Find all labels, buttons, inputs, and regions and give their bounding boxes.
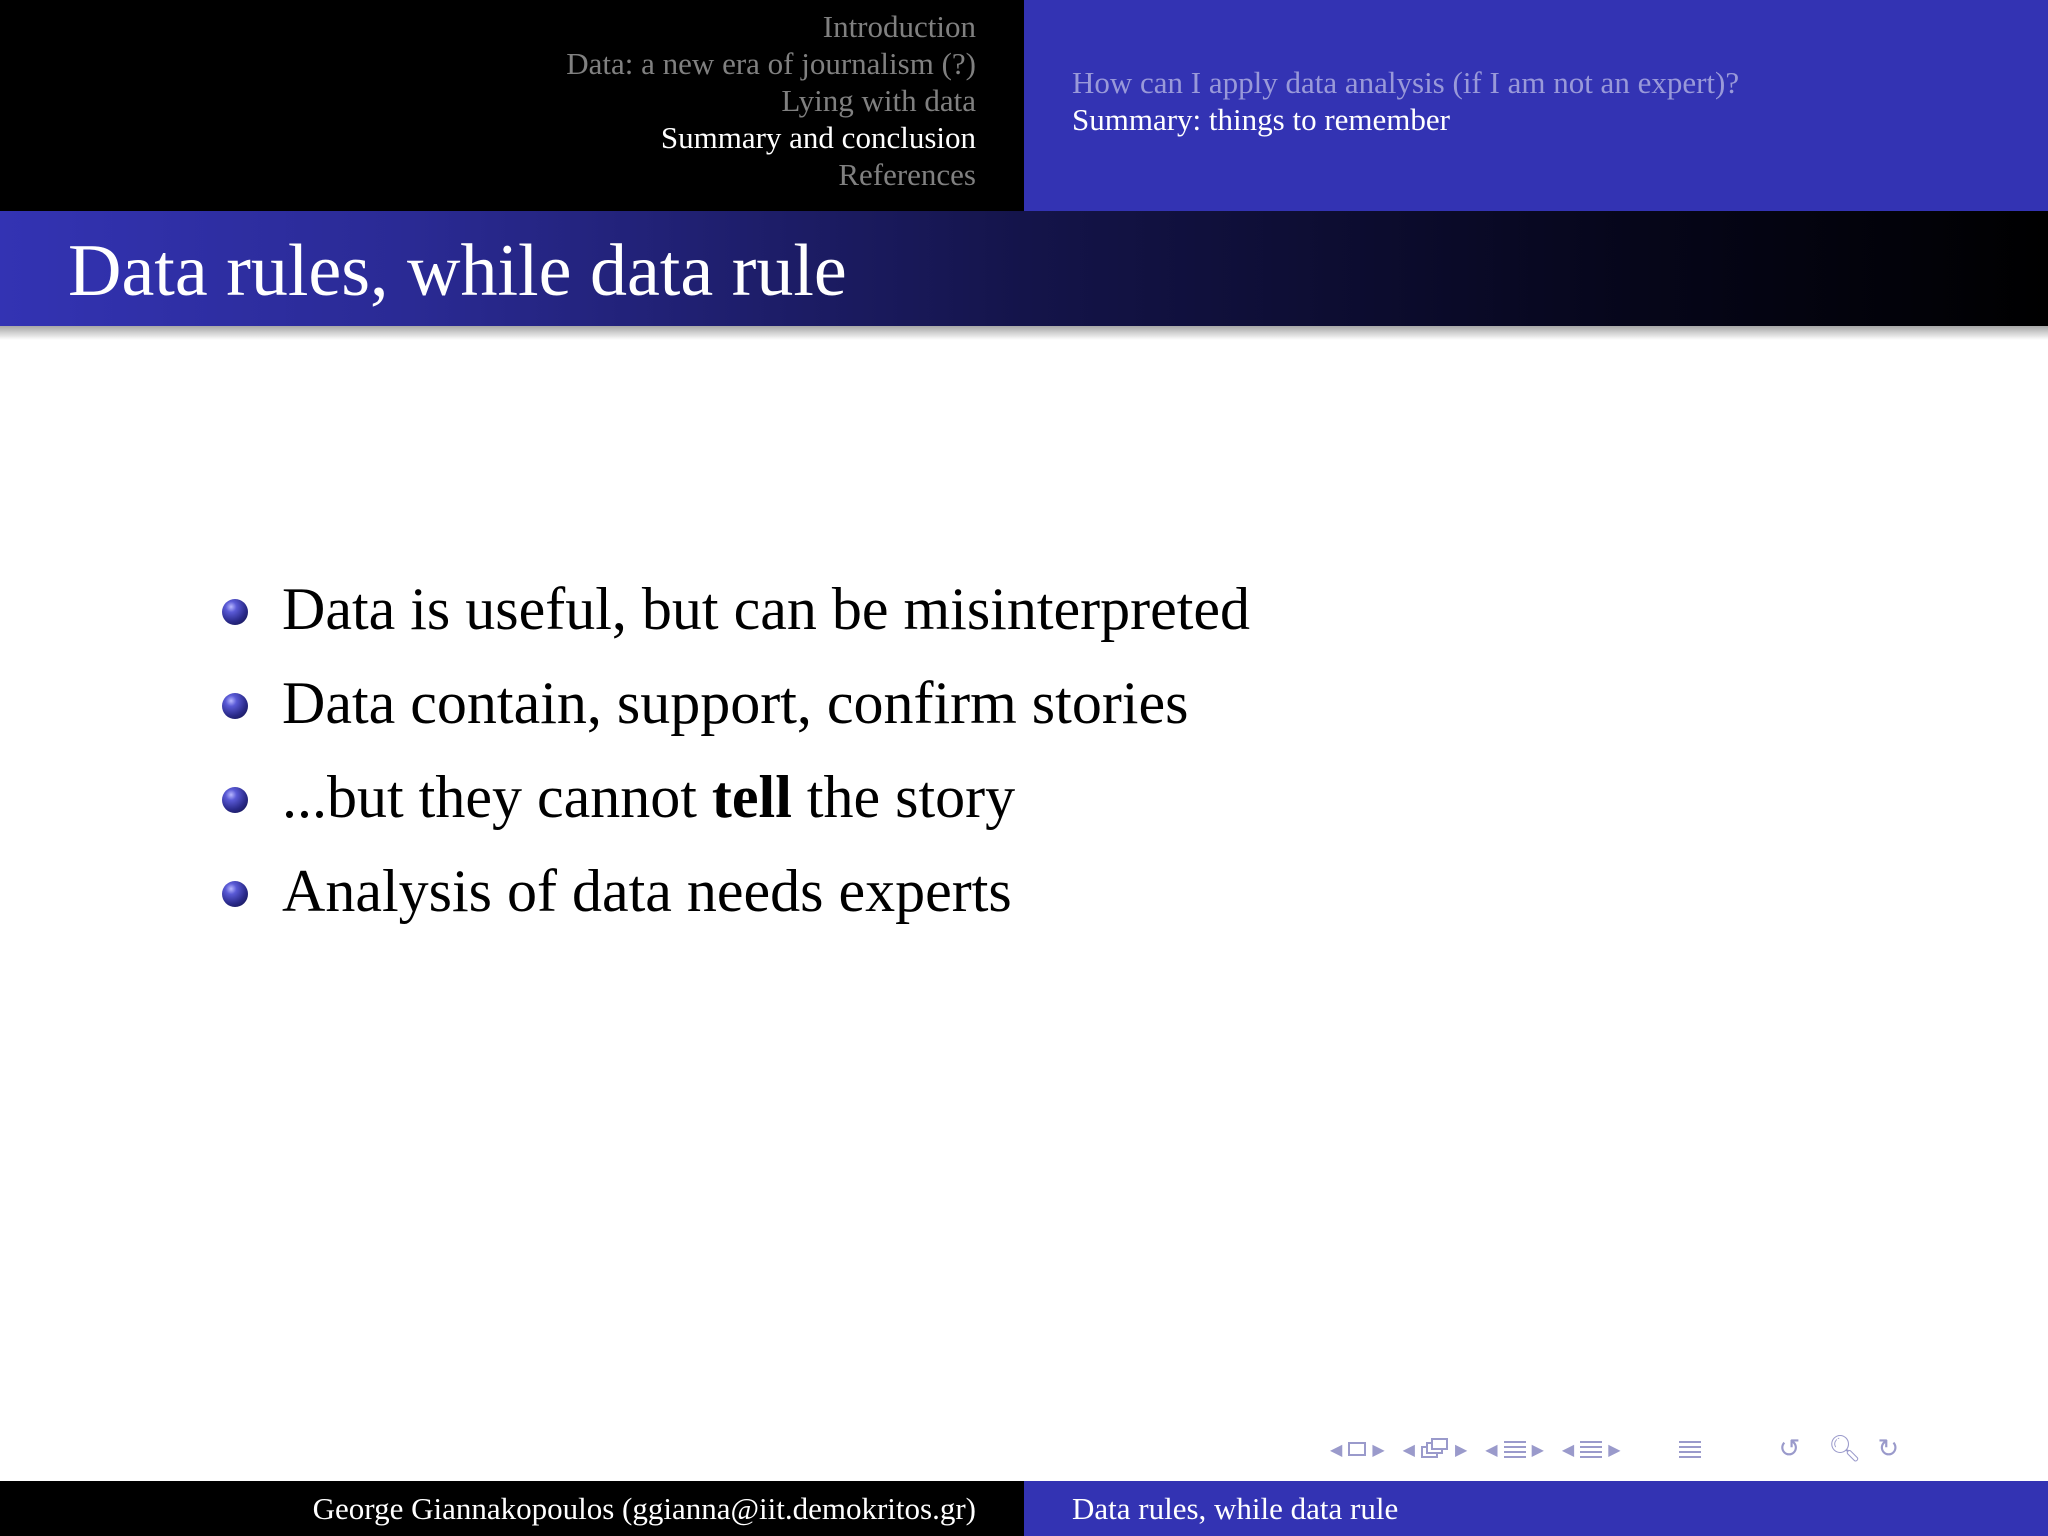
- footer-short-title: Data rules, while data rule: [1072, 1491, 1399, 1526]
- section-nav-panel: [0, 0, 1024, 211]
- section-link-summary[interactable]: Summary and conclusion: [660, 120, 976, 155]
- nav-back-forward-icon[interactable]: ↺: [1778, 1434, 1801, 1464]
- bullet-item: [222, 750, 1250, 844]
- bullet-item: [222, 562, 1250, 656]
- bullet-text: Data is useful, but can be misinterpreted: [282, 576, 1251, 642]
- nav-search-icon[interactable]: 🔍︎ ↻: [1828, 1434, 1900, 1464]
- nav-section-icon[interactable]: ◀ ▶: [1485, 1439, 1544, 1459]
- nav-subsection-icon[interactable]: ◀ ▶: [1402, 1439, 1468, 1459]
- nav-presentation-icon[interactable]: ◀ ▶: [1561, 1439, 1621, 1459]
- section-link-references[interactable]: References: [838, 157, 976, 192]
- bullet-text: Analysis of data needs experts: [282, 858, 1012, 924]
- subsection-link-summary-things[interactable]: Summary: things to remember: [1072, 102, 1450, 137]
- section-list: [566, 8, 976, 193]
- frame-title-shadow: [0, 326, 2048, 340]
- bullet-ball-icon: [222, 599, 248, 625]
- frame-title: Data rules, while data rule: [68, 230, 847, 312]
- section-link-introduction[interactable]: Introduction: [822, 9, 976, 44]
- nav-appendix-icon[interactable]: [1679, 1441, 1701, 1458]
- bullet-list: [222, 562, 1250, 938]
- beamer-navigation-symbols: [1330, 1432, 1917, 1466]
- bullet-text: ...but they cannot tell the story: [282, 764, 1016, 830]
- footer-author: George Giannakopoulos (ggianna@iit.demokritos.gr): [312, 1491, 976, 1526]
- bullet-item: [222, 844, 1250, 938]
- subsection-nav-panel: [1024, 0, 2048, 211]
- footer: [0, 1481, 2048, 1536]
- bullet-ball-icon: [222, 787, 248, 813]
- footer-title-panel: [1024, 1481, 2048, 1536]
- bullet-text: Data contain, support, confirm stories: [282, 670, 1189, 736]
- bullet-ball-icon: [222, 693, 248, 719]
- footer-author-panel: [0, 1481, 1024, 1536]
- section-link-data-new-era[interactable]: Data: a new era of journalism (?): [566, 46, 976, 81]
- bullet-item: [222, 656, 1250, 750]
- subsection-list: [1072, 64, 1739, 138]
- bullet-ball-icon: [222, 881, 248, 907]
- header-navigation: [0, 0, 2048, 211]
- section-link-lying-with-data[interactable]: Lying with data: [781, 83, 976, 118]
- subsection-link-apply-analysis[interactable]: How can I apply data analysis (if I am not an expert)?: [1072, 65, 1740, 100]
- nav-frame-icon[interactable]: ◀ ▶: [1330, 1439, 1385, 1459]
